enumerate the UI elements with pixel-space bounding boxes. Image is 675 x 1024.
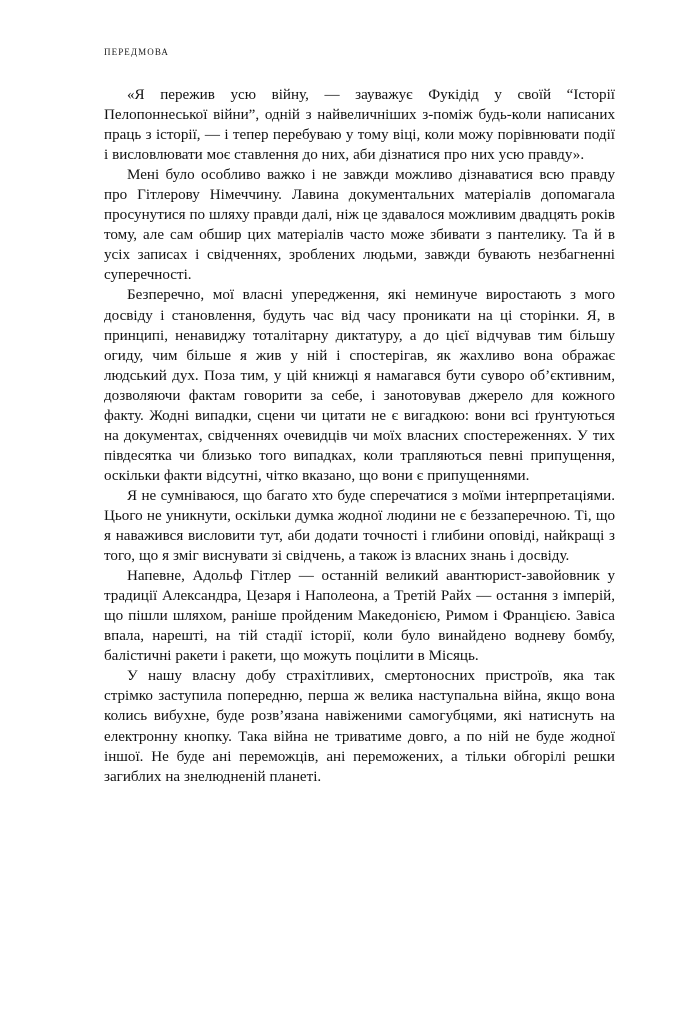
paragraph: «Я пережив усю війну, — зауважує Фукідід у своїй “Історії Пелопоннеської війни”, одній з найвеличніших з-поміж будь-коли написаних праць з історії, — і тепер перебуваю у тому віці, коли можу порівнювати події і висловлювати моє ставлення до них, аби дізнатися про них усю правду». xyxy=(104,87,615,164)
body-text xyxy=(104,85,615,787)
paragraph: У нашу власну добу страхітливих, смертоносних пристроїв, яка так стрімко заступила попередню, перша ж велика наступальна війна, якщо вона колись вибухне, буде розв’язана навіженими самогубцями, які натиснуть на електронну кнопку. Така війна не триватиме довго, а по ній не буде жодної іншої. Не буде ані переможців, ані переможених, а тільки обгорілі решки загиблих на знелюдненій планеті. xyxy=(104,668,615,785)
text-column xyxy=(104,44,615,787)
page-title: передмова xyxy=(104,44,169,58)
paragraph: Я не сумніваюся, що багато хто буде сперечатися з моїми інтерпретаціями. Цього не уникнути, оскільки думка жодної людини не є беззаперечною. Ті, що я наважився висловити тут, аби додати точності і глибини оповіді, найкращі з того, що я зміг виснувати зі свідчень, а також із власних знань і досвіду. xyxy=(104,487,615,565)
paragraph: Мені було особливо важко і не завжди можливо дізнаватися всю правду про Гітлерову Німеччину. Лавина документальних матеріалів допомагала просунутися по шляху правди далі, ніж це здавалося можливим двадцять років тому, але сам обшир цих матеріалів часто може збивати з пантелику. Та й в усіх записах і свідченнях, зроблених людьми, завжди бувають незбагненні суперечності. xyxy=(104,167,616,284)
paragraph: Напевне, Адольф Гітлер — останній великий авантюрист-завойовник у традиції Александра, Цезаря і Наполеона, а Третій Райх — остання з імперій, що пішли шляхом, раніше пройденим Македонією, Римом і Францією. Завіса впала, нарешті, на тій стадії історії, коли було винайдено водневу бомбу, балістичні ракети і ракети, що можуть поцілити в Місяць. xyxy=(104,568,615,665)
paragraph: Безперечно, мої власні упередження, які неминуче виростають з мого досвіду і становлення, будуть час від часу проникати на ці сторінки. Я, в принципі, ненавиджу тоталітарну диктатуру, а до цієї відчував тим більшу огиду, чим більше я жив у ній і спостерігав, як жахливо вона ображає людський дух. Поза тим, у цій книжці я намагався бути суворо об’єктивним, дозволяючи фактам говорити за себе, і занотовував джерело для кожного факту. Жодні випадки, сцени чи цитати не є вигадкою: вони всі ґрунтуються на документах, свідченнях очевидців чи моїх власних спостереженнях. У тих півдесятка чи близько того випадках, коли трапляються певні припущення, оскільки факти відсутні, чітко вказано, що вони є припущеннями. xyxy=(104,287,615,484)
